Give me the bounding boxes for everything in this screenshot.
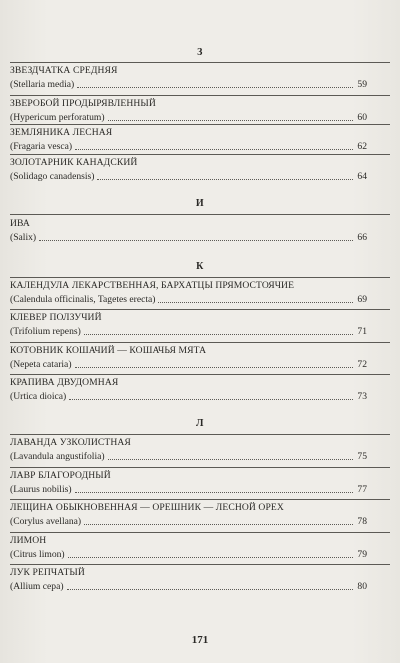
- dot-leader: [39, 240, 353, 241]
- entry-page-number: 59: [357, 79, 367, 90]
- entry-divider: [10, 532, 390, 533]
- section-letter-z: З: [197, 47, 203, 58]
- entry-page-number: 80: [357, 581, 367, 592]
- entry-latin-name: (Hypericum perforatum): [10, 112, 105, 123]
- entry-page-number: 71: [357, 326, 367, 337]
- dot-leader: [67, 589, 353, 590]
- entry-latin-name: (Nepeta cataria): [10, 359, 72, 370]
- entry-name: ЛАВАНДА УЗКОЛИСТНАЯ: [10, 437, 131, 448]
- dot-leader: [97, 179, 353, 180]
- entry-latin-name: (Salix): [10, 232, 37, 243]
- entry-latin-name: (Lavandula angustifolia): [10, 451, 105, 462]
- dot-leader: [75, 492, 353, 493]
- dot-leader: [77, 87, 353, 88]
- index-entry: [10, 98, 367, 124]
- entry-page-number: 66: [357, 232, 367, 243]
- entry-latin-name: (Stellaria media): [10, 79, 75, 90]
- entry-name: ЛАВР БЛАГОРОДНЫЙ: [10, 470, 111, 481]
- index-entry: [10, 280, 367, 306]
- entry-name: КОТОВНИК КОШАЧИЙ — КОШАЧЬЯ МЯТА: [10, 345, 207, 356]
- entry-page-number: 62: [357, 141, 367, 152]
- entry-name: КРАПИВА ДВУДОМНАЯ: [10, 377, 119, 388]
- entry-divider: [10, 154, 390, 155]
- entry-divider: [10, 374, 390, 375]
- dot-leader: [69, 399, 353, 400]
- index-entry: [10, 437, 367, 463]
- entry-divider: [10, 342, 390, 343]
- index-entry: [10, 535, 367, 561]
- entry-page-number: 60: [357, 112, 367, 123]
- section-divider: [10, 277, 390, 278]
- entry-divider: [10, 499, 390, 500]
- entry-divider: [10, 95, 390, 96]
- index-entry: [10, 377, 367, 403]
- entry-page-number: 69: [357, 294, 367, 305]
- section-letter-i: И: [195, 198, 205, 209]
- index-entry: [10, 157, 367, 183]
- entry-name: ИВА: [10, 218, 30, 229]
- section-letter-l: Л: [196, 418, 204, 429]
- section-letter-k: К: [196, 261, 204, 272]
- index-entry: [10, 127, 367, 153]
- entry-latin-name: (Calendula officinalis, Tagetes erecta): [10, 294, 156, 305]
- entry-latin-name: (Trifolium repens): [10, 326, 81, 337]
- index-entry: [10, 345, 367, 371]
- dot-leader: [75, 149, 353, 150]
- entry-name: ЛИМОН: [10, 535, 47, 546]
- section-divider: [10, 62, 390, 63]
- entry-page-number: 75: [357, 451, 367, 462]
- entry-divider: [10, 564, 390, 565]
- entry-divider: [10, 124, 390, 125]
- entry-divider: [10, 467, 390, 468]
- entry-latin-name: (Laurus nobilis): [10, 484, 72, 495]
- index-entry: [10, 65, 367, 91]
- index-entry: [10, 470, 367, 496]
- entry-name: ЗЕМЛЯНИКА ЛЕСНАЯ: [10, 127, 113, 138]
- entry-page-number: 72: [357, 359, 367, 370]
- entry-latin-name: (Allium cepa): [10, 581, 64, 592]
- entry-page-number: 78: [357, 516, 367, 527]
- page-number: 171: [191, 634, 209, 646]
- entry-latin-name: (Corylus avellana): [10, 516, 82, 527]
- section-divider: [10, 214, 390, 215]
- entry-page-number: 77: [357, 484, 367, 495]
- entry-divider: [10, 309, 390, 310]
- entry-latin-name: (Fragaria vesca): [10, 141, 73, 152]
- entry-name: ЛУК РЕПЧАТЫЙ: [10, 567, 85, 578]
- entry-name: КЛЕВЕР ПОЛЗУЧИЙ: [10, 312, 102, 323]
- entry-page-number: 79: [357, 549, 367, 560]
- entry-name: ЗОЛОТАРНИК КАНАДСКИЙ: [10, 157, 138, 168]
- dot-leader: [75, 367, 353, 368]
- dot-leader: [84, 334, 353, 335]
- dot-leader: [68, 557, 353, 558]
- entry-name: КАЛЕНДУЛА ЛЕКАРСТВЕННАЯ, БАРХАТЦЫ ПРЯМОСТОЯЧИЕ: [10, 280, 295, 291]
- entry-name: ЗВЕЗДЧАТКА СРЕДНЯЯ: [10, 65, 118, 76]
- dot-leader: [84, 524, 353, 525]
- entry-latin-name: (Solidago canadensis): [10, 171, 95, 182]
- index-entry: [10, 218, 367, 244]
- entry-page-number: 73: [357, 391, 367, 402]
- dot-leader: [108, 120, 353, 121]
- entry-latin-name: (Urtica dioica): [10, 391, 67, 402]
- entry-latin-name: (Citrus limon): [10, 549, 65, 560]
- dot-leader: [158, 302, 353, 303]
- entry-name: ЗВЕРОБОЙ ПРОДЫРЯВЛЕННЫЙ: [10, 98, 156, 109]
- index-entry: [10, 502, 367, 528]
- index-entry: [10, 567, 367, 593]
- section-divider: [10, 434, 390, 435]
- index-entry: [10, 312, 367, 338]
- entry-name: ЛЕЩИНА ОБЫКНОВЕННАЯ — ОРЕШНИК — ЛЕСНОЙ ОРЕХ: [10, 502, 284, 513]
- dot-leader: [108, 459, 353, 460]
- entry-page-number: 64: [357, 171, 367, 182]
